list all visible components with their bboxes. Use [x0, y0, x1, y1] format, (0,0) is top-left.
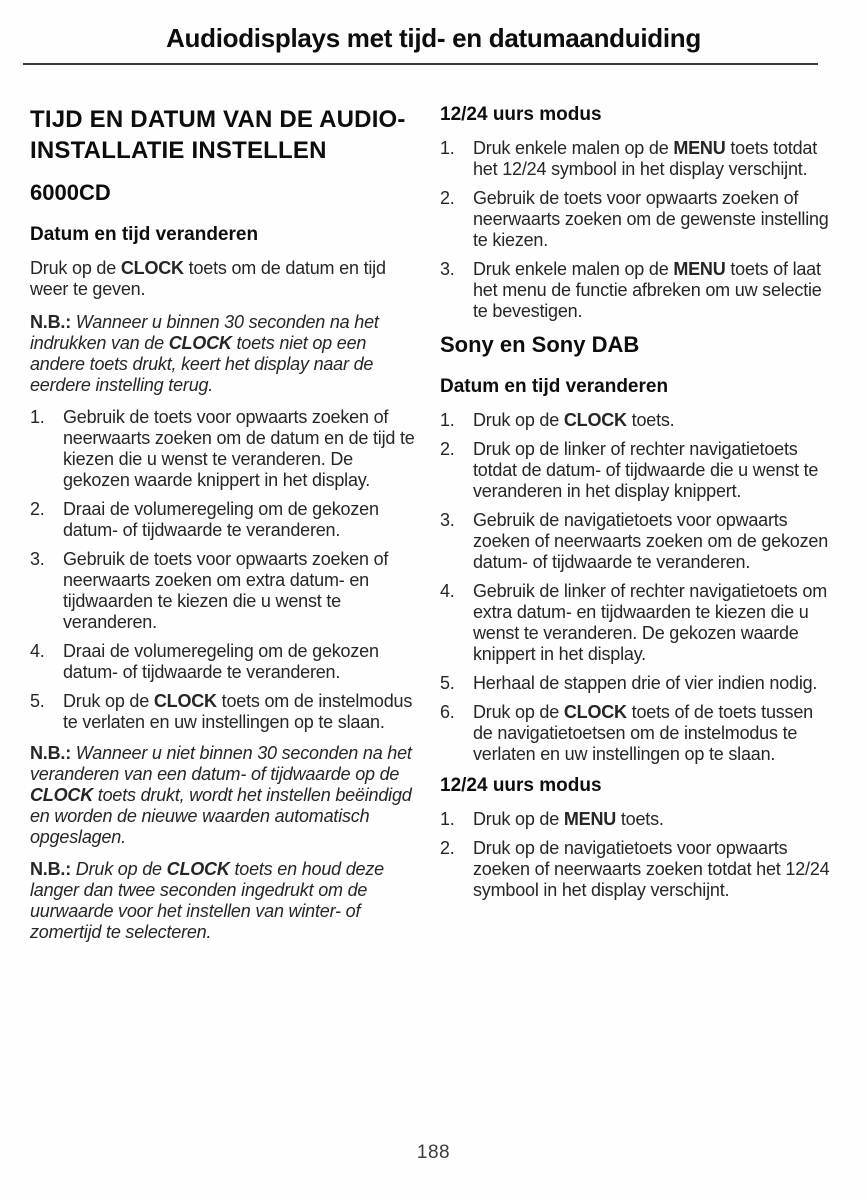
numbered-list [440, 410, 830, 765]
list-item-text [473, 410, 830, 431]
section-title: TIJD EN DATUM VAN DE AUDIO-INSTALLATIE INSTELLEN [30, 106, 406, 164]
list-item-text [473, 259, 830, 322]
list-item-number: 6. [440, 702, 455, 722]
list-item-text [473, 581, 830, 665]
text-segment: Druk op de [71, 859, 167, 879]
text-segment: toets. [616, 809, 664, 829]
text-segment: N.B.: [30, 312, 71, 332]
list-item-text [63, 407, 420, 491]
list-item [30, 499, 420, 541]
list-item [30, 691, 420, 733]
text-segment: toets niet op een andere toets drukt, keert het display naar de eerdere instelling terug. [30, 333, 374, 395]
text-segment: toets of de toets tussen de navigatietoetsen om de instelmodus te verlaten en uw instellingen op te slaan. [473, 702, 813, 764]
list-item-number: 3. [440, 510, 455, 530]
list-item [440, 510, 830, 573]
list-item-number: 4. [440, 581, 455, 601]
text-segment: toets of laat het menu de functie afbreken om uw selectie te bevestigen. [473, 259, 822, 321]
list-item-text [473, 439, 830, 502]
list-item-number: 1. [440, 809, 455, 829]
list-item [440, 138, 830, 180]
text-segment: Gebruik de toets voor opwaarts zoeken of neerwaarts zoeken om de datum en de tijd te kiezen die u wenst te veranderen. De gekozen waarde knippert in het display. [63, 407, 415, 490]
text-segment: CLOCK [168, 333, 232, 353]
list-item-text [63, 641, 420, 683]
list-item-number: 4. [30, 641, 45, 661]
numbered-list [440, 809, 830, 901]
note-paragraph [30, 743, 420, 848]
text-segment: CLOCK [30, 785, 93, 805]
text-segment: Druk enkele malen op de [473, 259, 674, 279]
right-column [440, 104, 830, 954]
list-item [440, 410, 830, 431]
list-item-number: 2. [30, 499, 45, 519]
text-segment: Druk op de navigatietoets voor opwaarts zoeken of neerwaarts zoeken totdat het 12/24 symbool in het display verschijnt. [473, 838, 830, 900]
list-item-text [473, 138, 830, 180]
list-item [440, 439, 830, 502]
list-item-number: 5. [30, 691, 45, 711]
subsection-heading: Datum en tijd veranderen [30, 224, 259, 245]
paragraph [30, 258, 420, 300]
subsection-heading: Datum en tijd veranderen [440, 376, 669, 397]
page-header [0, 0, 867, 65]
text-segment: MENU [673, 138, 726, 158]
text-segment: MENU [673, 259, 726, 279]
content [0, 65, 867, 954]
list-item [30, 407, 420, 491]
list-item-number: 3. [440, 259, 455, 279]
page-number: 188 [416, 1142, 451, 1163]
list-item-number: 2. [440, 439, 455, 459]
text-segment: Draai de volumeregeling om de gekozen datum- of tijdwaarde te veranderen. [63, 641, 379, 682]
list-item-text [63, 691, 420, 733]
text-segment: CLOCK [166, 859, 230, 879]
list-item [440, 809, 830, 830]
model-heading: 6000CD [30, 180, 111, 205]
list-item-number: 2. [440, 188, 455, 208]
list-item-text [473, 673, 830, 694]
model-heading: Sony en Sony DAB [440, 332, 640, 357]
text-segment: Gebruik de linker of rechter navigatietoets om extra datum- en tijdwaarden te kiezen die u wenst te veranderen. De gekozen waarde knippert in het display. [473, 581, 827, 664]
list-item-text [473, 188, 830, 251]
list-item [440, 581, 830, 665]
list-item [30, 549, 420, 633]
text-segment: MENU [563, 809, 617, 829]
text-segment: Druk op de [63, 691, 154, 711]
list-item-number: 1. [30, 407, 45, 427]
left-column [30, 104, 420, 954]
text-segment: toets. [626, 410, 675, 430]
list-item [440, 838, 830, 901]
text-segment: Druk op de linker of rechter navigatietoets totdat de datum- of tijdwaarde die u wenst te veranderen in het display knippert. [473, 439, 819, 501]
text-segment: Druk op de [473, 809, 564, 829]
page-footer [0, 1142, 867, 1164]
list-item-text [473, 510, 830, 573]
text-segment: N.B.: [30, 859, 71, 879]
list-item-number: 2. [440, 838, 455, 858]
page-title: Audiodisplays met tijd- en datumaanduiding [166, 23, 701, 53]
list-item-number: 1. [440, 410, 455, 430]
text-segment: Gebruik de toets voor opwaarts zoeken of neerwaarts zoeken om de gewenste instelling te kiezen. [473, 188, 829, 250]
text-segment: toets drukt, wordt het instellen beëindigd en worden de nieuwe waarden automatisch opgeslagen. [30, 785, 412, 847]
text-segment: N.B.: [30, 743, 71, 763]
subsection-heading: 12/24 uurs modus [440, 775, 602, 796]
numbered-list [30, 407, 420, 733]
list-item [440, 188, 830, 251]
list-item-text [473, 809, 830, 830]
list-item [440, 673, 830, 694]
list-item-number: 1. [440, 138, 455, 158]
list-item-number: 3. [30, 549, 45, 569]
text-segment: Druk op de [473, 410, 564, 430]
list-item [440, 702, 830, 765]
text-segment: Gebruik de toets voor opwaarts zoeken of neerwaarts zoeken om extra datum- en tijdwaarden te kiezen die u wenst te veranderen. [63, 549, 389, 632]
text-segment: toets totdat het 12/24 symbool in het display verschijnt. [473, 138, 817, 179]
list-item [440, 259, 830, 322]
text-segment: toets om de instelmodus te verlaten en uw instellingen op te slaan. [63, 691, 413, 732]
list-item-text [473, 838, 830, 901]
text-segment: Druk enkele malen op de [473, 138, 674, 158]
text-segment: Druk op de [473, 702, 564, 722]
text-segment: CLOCK [153, 691, 217, 711]
text-segment: toets en houd deze langer dan twee seconden ingedrukt om de uurwaarde voor het instellen van winter- of zomertijd te selecteren. [30, 859, 384, 942]
note-paragraph [30, 859, 420, 943]
text-segment: Gebruik de navigatietoets voor opwaarts zoeken of neerwaarts zoeken om de gekozen datum- of tijdwaarde te veranderen. [473, 510, 829, 572]
numbered-list [440, 138, 830, 322]
text-segment: toets om de datum en tijd weer te geven. [30, 258, 386, 299]
list-item-text [473, 702, 830, 765]
text-segment: CLOCK [563, 702, 627, 722]
text-segment: CLOCK [120, 258, 184, 278]
text-segment: Wanneer u niet binnen 30 seconden na het veranderen van een datum- of tijdwaarde op de [30, 743, 412, 784]
list-item-number: 5. [440, 673, 455, 693]
list-item-text [63, 549, 420, 633]
list-item-text [63, 499, 420, 541]
text-segment: Draai de volumeregeling om de gekozen datum- of tijdwaarde te veranderen. [63, 499, 379, 540]
text-segment: Herhaal de stappen drie of vier indien nodig. [473, 673, 818, 693]
list-item [30, 641, 420, 683]
note-paragraph [30, 312, 420, 396]
text-segment: CLOCK [563, 410, 627, 430]
subsection-heading: 12/24 uurs modus [440, 104, 602, 125]
text-segment: Wanneer u binnen 30 seconden na het indrukken van de [30, 312, 379, 353]
text-segment: Druk op de [30, 258, 121, 278]
